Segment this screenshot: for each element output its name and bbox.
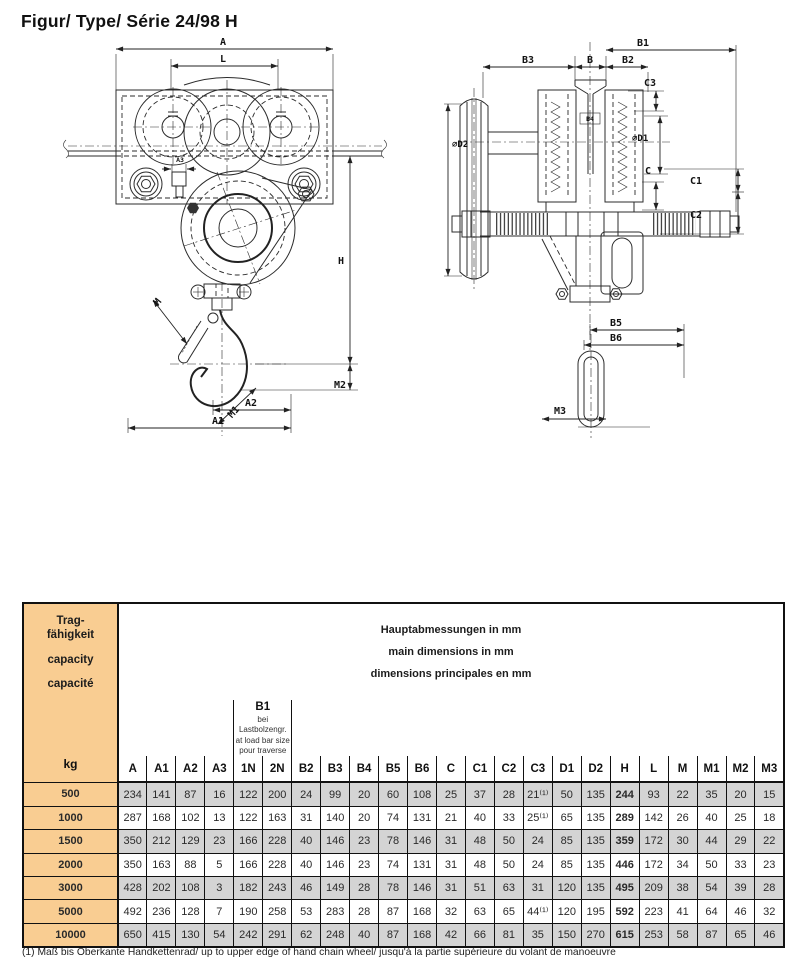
table-cell: 40	[292, 853, 321, 876]
table-cell: 54	[697, 876, 726, 899]
capacity-cell: 1500	[23, 830, 118, 853]
column-header: C1	[465, 756, 494, 782]
table-cell: 35	[697, 782, 726, 806]
table-cell: 64	[697, 900, 726, 923]
capacity-cell: 3000	[23, 876, 118, 899]
table-cell: 33	[726, 853, 755, 876]
table-cell: 58	[668, 923, 697, 947]
capacity-cell: 10000	[23, 923, 118, 947]
dim-label-A1: A1	[211, 416, 225, 427]
table-cell: 34	[668, 853, 697, 876]
capacity-cell: 1000	[23, 806, 118, 829]
table-cell: 146	[321, 853, 350, 876]
table-cell: 21⁽¹⁾	[523, 782, 552, 806]
table-cell: 122	[234, 782, 263, 806]
table-cell: 495	[610, 876, 639, 899]
dim-label-B6: B6	[609, 333, 623, 344]
table-cell: 63	[494, 876, 523, 899]
table-cell: 234	[118, 782, 147, 806]
capacity-header-line: fähigkeit	[46, 628, 95, 641]
column-header: L	[639, 756, 668, 782]
table-cell: 615	[610, 923, 639, 947]
capacity-header-line: capacité	[47, 678, 94, 691]
table-cell: 99	[321, 782, 350, 806]
column-header: C2	[494, 756, 523, 782]
dim-label-D1: ∅D1	[632, 134, 649, 144]
table-cell: 190	[234, 900, 263, 923]
table-cell: 40	[465, 806, 494, 829]
table-cell: 74	[379, 806, 408, 829]
column-header: 2N	[263, 756, 292, 782]
table-cell: 135	[581, 830, 610, 853]
column-header: A1	[147, 756, 176, 782]
table-cell: 168	[408, 923, 437, 947]
table-cell: 25	[436, 782, 465, 806]
table-cell: 28	[755, 876, 784, 899]
column-header: A3	[205, 756, 234, 782]
table-cell: 46	[292, 876, 321, 899]
dim-label-C: C	[644, 166, 652, 177]
table-cell: 492	[118, 900, 147, 923]
dim-label-M2: M2	[333, 380, 346, 391]
dimensions-header-line: dimensions principales en mm	[370, 668, 532, 680]
dim-label-L: L	[219, 54, 227, 65]
table-cell: 23	[205, 830, 234, 853]
table-cell: 48	[465, 853, 494, 876]
table-cell: 446	[610, 853, 639, 876]
table-cell: 31	[436, 853, 465, 876]
table-cell: 42	[436, 923, 465, 947]
table-cell: 283	[321, 900, 350, 923]
table-cell: 23	[350, 830, 379, 853]
table-cell: 243	[263, 876, 292, 899]
dim-label-A2: A2	[244, 398, 258, 409]
dim-label-B4: B4	[586, 115, 594, 123]
dim-label-B3: B3	[521, 55, 535, 66]
table-cell: 53	[292, 900, 321, 923]
table-cell: 50	[494, 853, 523, 876]
table-cell: 23	[350, 853, 379, 876]
side-view-drawing	[438, 34, 798, 444]
table-cell: 202	[147, 876, 176, 899]
footnote: (1) Maß bis Oberkante Handkettenrad/ up to upper edge of hand chain wheel/ jusqu'à la partie supérieure du volant de manoeuvre	[22, 947, 616, 958]
table-cell: 40	[697, 806, 726, 829]
table-row	[23, 782, 784, 806]
table-cell: 28	[494, 782, 523, 806]
capacity-header-cell	[23, 603, 118, 782]
table-cell: 35	[523, 923, 552, 947]
table-cell: 168	[408, 900, 437, 923]
table-cell: 141	[147, 782, 176, 806]
table-cell: 359	[610, 830, 639, 853]
table-cell: 24	[523, 830, 552, 853]
table-cell: 87	[176, 782, 205, 806]
table-cell: 146	[408, 876, 437, 899]
table-cell: 50	[697, 853, 726, 876]
table-cell: 172	[639, 853, 668, 876]
table-cell: 166	[234, 830, 263, 853]
table-cell: 212	[147, 830, 176, 853]
table-cell: 46	[726, 900, 755, 923]
table-cell: 131	[408, 806, 437, 829]
table-cell: 28	[350, 900, 379, 923]
column-letters-row	[23, 756, 784, 782]
dim-label-H: H	[337, 256, 344, 267]
table-cell: 228	[263, 853, 292, 876]
dim-label-B1: B1	[636, 38, 650, 49]
table-cell: 87	[379, 900, 408, 923]
table-cell: 22	[755, 830, 784, 853]
table-cell: 5	[205, 853, 234, 876]
table-cell: 3	[205, 876, 234, 899]
front-view-drawing	[50, 32, 395, 462]
table-cell: 135	[581, 876, 610, 899]
table-cell: 163	[263, 806, 292, 829]
table-cell: 168	[147, 806, 176, 829]
table-cell: 182	[234, 876, 263, 899]
column-header: D1	[552, 756, 581, 782]
table-cell: 78	[379, 876, 408, 899]
table-cell: 78	[379, 830, 408, 853]
table-cell: 65	[726, 923, 755, 947]
table-cell: 18	[755, 806, 784, 829]
table-cell: 15	[755, 782, 784, 806]
table-cell: 142	[639, 806, 668, 829]
table-cell: 350	[118, 830, 147, 853]
table-cell: 195	[581, 900, 610, 923]
dimensions-table	[22, 602, 785, 948]
table-cell: 223	[639, 900, 668, 923]
capacity-cell: 5000	[23, 900, 118, 923]
table-cell: 135	[581, 853, 610, 876]
capacity-unit-label: kg	[63, 756, 78, 771]
table-cell: 85	[552, 830, 581, 853]
table-cell: 242	[234, 923, 263, 947]
table-cell: 51	[465, 876, 494, 899]
column-header: B2	[292, 756, 321, 782]
column-header: B3	[321, 756, 350, 782]
column-header: A2	[176, 756, 205, 782]
table-cell: 7	[205, 900, 234, 923]
table-cell: 13	[205, 806, 234, 829]
table-cell: 81	[494, 923, 523, 947]
table-cell: 146	[321, 830, 350, 853]
table-cell: 108	[176, 876, 205, 899]
table-cell: 287	[118, 806, 147, 829]
table-cell: 87	[379, 923, 408, 947]
table-cell: 74	[379, 853, 408, 876]
table-cell: 163	[147, 853, 176, 876]
table-cell: 50	[494, 830, 523, 853]
b1-group-subline: pour traverse	[239, 745, 287, 755]
b1-group-subline: bei Lastbolzengr.	[238, 714, 287, 735]
table-cell: 65	[552, 806, 581, 829]
table-cell: 31	[436, 876, 465, 899]
table-cell: 248	[321, 923, 350, 947]
table-cell: 108	[408, 782, 437, 806]
column-header: 1N	[234, 756, 263, 782]
table-row	[23, 900, 784, 923]
table-cell: 54	[205, 923, 234, 947]
header-spacer	[118, 700, 234, 756]
dim-label-M: M	[151, 296, 165, 309]
table-cell: 415	[147, 923, 176, 947]
table-cell: 23	[755, 853, 784, 876]
table-cell: 130	[176, 923, 205, 947]
table-cell: 22	[668, 782, 697, 806]
dim-label-M3: M3	[553, 406, 567, 417]
column-header: H	[610, 756, 639, 782]
table-cell: 48	[465, 830, 494, 853]
table-cell: 31	[436, 830, 465, 853]
table-cell: 62	[292, 923, 321, 947]
column-header: M3	[755, 756, 784, 782]
table-row	[23, 806, 784, 829]
table-cell: 37	[465, 782, 494, 806]
table-cell: 200	[263, 782, 292, 806]
column-header: M1	[697, 756, 726, 782]
capacity-header-line: Trag-	[56, 615, 85, 627]
table-cell: 20	[726, 782, 755, 806]
b1-group-subline: at load bar size	[235, 735, 290, 745]
table-cell: 172	[639, 830, 668, 853]
table-cell: 93	[639, 782, 668, 806]
table-cell: 88	[176, 853, 205, 876]
table-cell: 65	[494, 900, 523, 923]
table-cell: 150	[552, 923, 581, 947]
dim-label-C1: C1	[689, 176, 703, 187]
table-cell: 44	[697, 830, 726, 853]
table-cell: 31	[523, 876, 552, 899]
table-cell: 650	[118, 923, 147, 947]
table-cell: 244	[610, 782, 639, 806]
table-row	[23, 923, 784, 947]
table-cell: 32	[436, 900, 465, 923]
table-cell: 50	[552, 782, 581, 806]
table-cell: 30	[668, 830, 697, 853]
table-cell: 149	[321, 876, 350, 899]
table-cell: 21	[436, 806, 465, 829]
table-cell: 40	[350, 923, 379, 947]
dim-label-A: A	[219, 37, 227, 48]
table-cell: 25	[726, 806, 755, 829]
column-header: B6	[408, 756, 437, 782]
table-row	[23, 853, 784, 876]
column-header: B5	[379, 756, 408, 782]
table-cell: 258	[263, 900, 292, 923]
table-cell: 209	[639, 876, 668, 899]
table-cell: 33	[494, 806, 523, 829]
table-row	[23, 830, 784, 853]
column-header: C	[436, 756, 465, 782]
table-cell: 253	[639, 923, 668, 947]
dim-label-C3: C3	[643, 78, 657, 89]
table-cell: 146	[408, 830, 437, 853]
b1-group-label: B1	[255, 701, 271, 713]
table-cell: 270	[581, 923, 610, 947]
table-cell: 135	[581, 806, 610, 829]
table-cell: 40	[292, 830, 321, 853]
table-cell: 44⁽¹⁾	[523, 900, 552, 923]
dimensions-header-line: Hauptabmessungen in mm	[380, 624, 522, 636]
table-cell: 29	[726, 830, 755, 853]
table-cell: 24	[523, 853, 552, 876]
table-cell: 120	[552, 876, 581, 899]
table-cell: 39	[726, 876, 755, 899]
table-cell: 41	[668, 900, 697, 923]
dim-label-B: B	[586, 55, 594, 66]
table-cell: 236	[147, 900, 176, 923]
dim-label-D2: ∅D2	[452, 140, 469, 150]
b1-group-header	[234, 700, 292, 756]
capacity-cell: 500	[23, 782, 118, 806]
table-cell: 32	[755, 900, 784, 923]
column-header: A	[118, 756, 147, 782]
table-cell: 228	[263, 830, 292, 853]
table-cell: 85	[552, 853, 581, 876]
dim-label-C2: C2	[689, 210, 703, 221]
column-header: D2	[581, 756, 610, 782]
dim-label-M1: M1	[226, 404, 243, 421]
dim-label-B5: B5	[609, 318, 623, 329]
table-cell: 46	[755, 923, 784, 947]
dimensions-header-cell	[118, 603, 784, 700]
table-cell: 122	[234, 806, 263, 829]
dim-label-B2: B2	[621, 55, 635, 66]
table-cell: 102	[176, 806, 205, 829]
table-cell: 20	[350, 806, 379, 829]
table-cell: 131	[408, 853, 437, 876]
table-cell: 25⁽¹⁾	[523, 806, 552, 829]
page-title: Figur/ Type/ Série 24/98 H	[21, 11, 238, 31]
table-cell: 87	[697, 923, 726, 947]
table-cell: 38	[668, 876, 697, 899]
table-cell: 166	[234, 853, 263, 876]
capacity-cell: 2000	[23, 853, 118, 876]
table-row	[23, 876, 784, 899]
column-header: C3	[523, 756, 552, 782]
table-cell: 289	[610, 806, 639, 829]
table-cell: 350	[118, 853, 147, 876]
table-cell: 140	[321, 806, 350, 829]
column-header: B4	[350, 756, 379, 782]
table-cell: 63	[465, 900, 494, 923]
table-cell: 60	[379, 782, 408, 806]
table-cell: 16	[205, 782, 234, 806]
table-cell: 28	[350, 876, 379, 899]
column-header: M	[668, 756, 697, 782]
table-cell: 20	[350, 782, 379, 806]
table-cell: 129	[176, 830, 205, 853]
capacity-header-line: capacity	[47, 653, 94, 666]
table-cell: 120	[552, 900, 581, 923]
table-cell: 291	[263, 923, 292, 947]
header-spacer	[292, 700, 784, 756]
table-cell: 31	[292, 806, 321, 829]
dimensions-header-line: main dimensions in mm	[388, 646, 514, 658]
table-cell: 24	[292, 782, 321, 806]
column-header: M2	[726, 756, 755, 782]
table-cell: 66	[465, 923, 494, 947]
table-cell: 26	[668, 806, 697, 829]
table-cell: 428	[118, 876, 147, 899]
table-cell: 592	[610, 900, 639, 923]
table-cell: 128	[176, 900, 205, 923]
dim-label-A3: A3	[176, 156, 184, 164]
table-cell: 135	[581, 782, 610, 806]
